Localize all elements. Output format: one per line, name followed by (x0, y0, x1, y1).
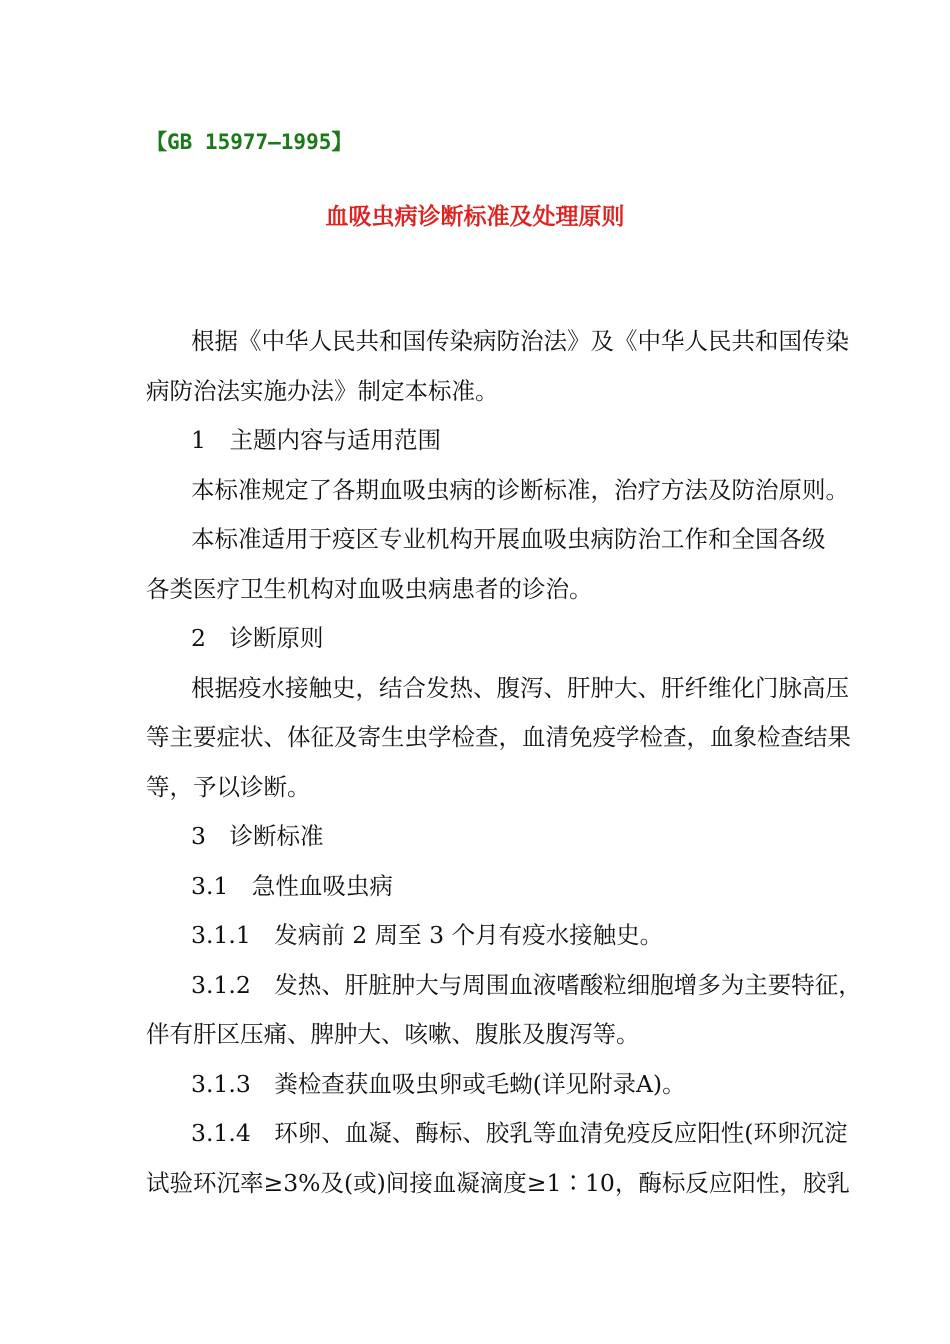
text-line: 根据疫水接触史，结合发热、腹泻、肝肿大、肝纤维化门脉高压 (191, 673, 849, 702)
text-line: 试验环沉率≥3%及(或)间接血凝滴度≥1∶10，酶标反应阳性，胶乳 (146, 1168, 850, 1197)
text-line: 3.1.4 环卵、血凝、酶标、胶乳等血清免疫反应阳性(环卵沉淀 (191, 1119, 848, 1147)
text-line: 根据《中华人民共和国传染病防治法》及《中华人民共和国传染 (191, 327, 849, 355)
text-line: 各类医疗卫生机构对血吸虫病患者的诊治。 (146, 574, 593, 603)
text-line: 3.1.1 发病前 2 周至 3 个月有疫水接触史。 (191, 921, 664, 949)
text-line: 本标准适用于疫区专业机构开展血吸虫病防治工作和全国各级 (191, 525, 826, 553)
text-line: 等，予以诊断。 (146, 772, 311, 801)
standard-code: 【GB 15977—1995】 (146, 130, 353, 154)
document-body (146, 317, 862, 1208)
text-line: 等主要症状、体征及寄生虫学检查，血清免疫学检查，血象检查结果 (146, 723, 851, 751)
text-line: 伴有肝区压痛、脾肿大、咳嗽、腹胀及腹泻等。 (146, 1020, 640, 1048)
text-line: 3.1.2 发热、肝脏肿大与周围血液嗜酸粒细胞增多为主要特征， (191, 970, 862, 999)
text-line: 2 诊断原则 (191, 624, 324, 652)
text-line: 3 诊断标准 (191, 822, 324, 850)
text-line: 本标准规定了各期血吸虫病的诊断标准，治疗方法及防治原则。 (191, 475, 849, 504)
text-line: 1 主题内容与适用范围 (191, 426, 441, 454)
text-line: 3.1 急性血吸虫病 (191, 871, 393, 900)
text-line: 病防治法实施办法》制定本标准。 (146, 376, 499, 405)
document-title: 血吸虫病诊断标准及处理原则 (325, 203, 625, 230)
text-line: 3.1.3 粪检查获血吸虫卵或毛蚴(详见附录A)。 (191, 1069, 686, 1098)
